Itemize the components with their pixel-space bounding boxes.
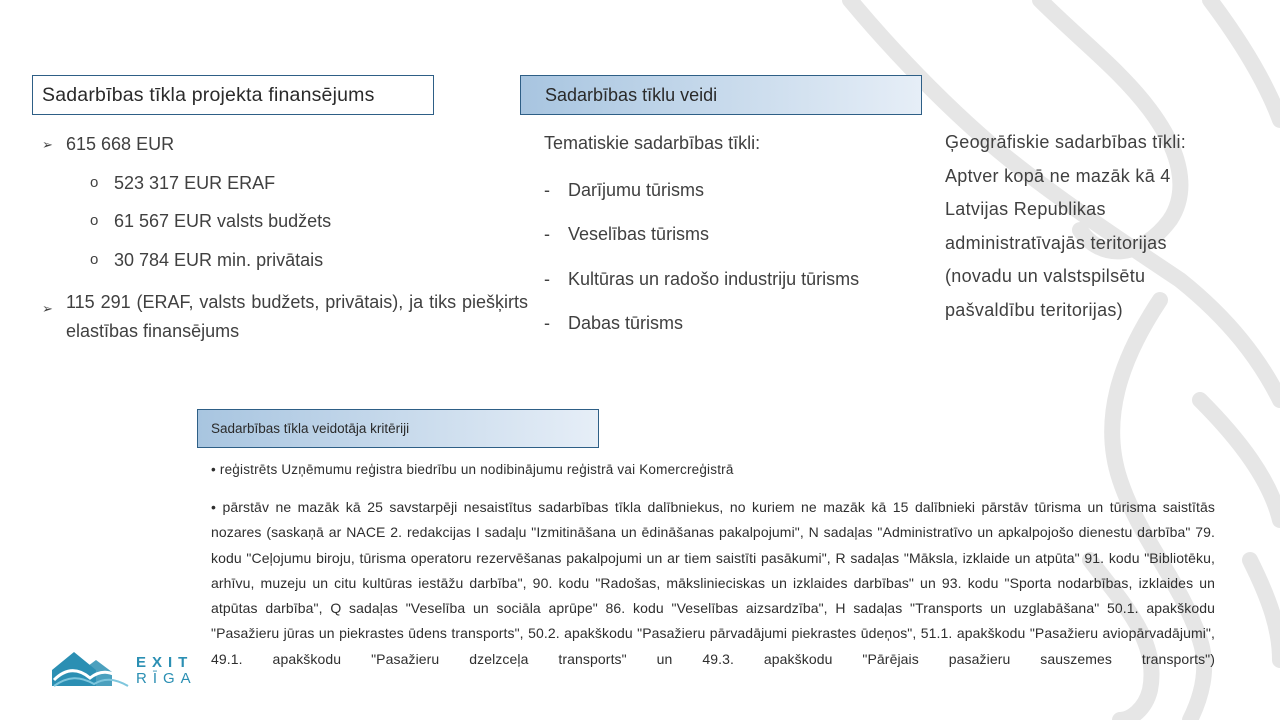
dash-bullet-icon: - bbox=[544, 313, 550, 334]
geographic-text: Aptver kopā ne mazāk kā 4 Latvijas Republikas administratīvajās teritorijas (novadu un valstspilsētu pašvaldību teritorijas) bbox=[945, 165, 1171, 320]
thematic-title: Tematiskie sadarbības tīkli: bbox=[544, 133, 761, 153]
thematic-item-text: Dabas tūrisms bbox=[568, 313, 684, 334]
network-types-header-text: Sadarbības tīklu veidi bbox=[545, 84, 718, 105]
thematic-networks bbox=[544, 133, 924, 335]
arrowhead-bullet-icon: ➢ bbox=[42, 137, 53, 152]
thematic-item-text: Veselības tūrisms bbox=[568, 224, 710, 245]
dot-bullet-icon: • bbox=[211, 499, 217, 515]
criteria-header-text: Sadarbības tīkla veidotāja kritēriji bbox=[211, 421, 410, 436]
funding-sub-item bbox=[42, 173, 528, 195]
funding-total-item bbox=[42, 134, 528, 156]
circle-bullet-icon: o bbox=[90, 250, 99, 268]
geographic-networks bbox=[945, 126, 1235, 327]
logo-text-exit: EXIT bbox=[136, 654, 194, 671]
funding-sub-item bbox=[42, 250, 528, 272]
exit-riga-logo bbox=[50, 650, 200, 690]
dash-bullet-icon: - bbox=[544, 268, 550, 289]
funding-sub-text: 523 317 EUR ERAF bbox=[114, 172, 276, 193]
geographic-title: Ģeogrāfiskie sadarbības tīkli: bbox=[945, 132, 1187, 152]
funding-sub-text: 30 784 EUR min. privātais bbox=[114, 249, 324, 270]
funding-header-text: Sadarbības tīkla projekta finansējums bbox=[42, 83, 375, 106]
criteria-item bbox=[211, 495, 1215, 672]
funding-flex-text: 115 291 (ERAF, valsts budžets, privātais), ja tiks piešķirts elastības finansējums bbox=[66, 292, 528, 342]
arrowhead-bullet-icon: ➢ bbox=[42, 301, 53, 317]
circle-bullet-icon: o bbox=[90, 173, 99, 191]
criteria-header bbox=[197, 409, 599, 448]
criteria-item-text: pārstāv ne mazāk kā 25 savstarpēji nesaistītus sadarbības tīkla dalībniekus, no kuriem ne mazāk kā 15 dalībnieki pārstāv tūrisma un tūrisma saistītās nozares (saskaņā ar NACE 2. redakcijas I sadaļu "Izmitināšana un ēdināšanas pakalpojumi", N sadaļas "Administratīvo un apkalpojošo dienestu darbība" 79. kodu "Ceļojumu biroju, tūrisma operatoru rezervēšanas pakalpojumi un ar tiem saistīti pasākumi", R sadaļas "Māksla, izklaide un atpūta" 91. kodu "Bibliotēku, arhīvu, muzeju un citu kultūras iestāžu darbība", 90. kodu "Radošas, mākslinieciskas un izklaides darbības" un 93. kodu "Sporta nodarbības, izklaides un atpūtas darbība", Q sadaļas "Veselība un sociāla aprūpe" 86. kodu "Veselības aizsardzība", H sadaļas "Transports un uzglabāšana" 50.1. apakškodu "Pasažieru jūras un piekrastes ūdens transports", 50.2. apakškodu "Pasažieru pārvadājumi piekrastes ūdeņos", 51.1. apakškodu "Pasažieru aviopārvadājumi", 49.1. apakškodu "Pasažieru dzelzceļa transports" un 49.3. apakškodu "Pārējais pasažieru sauszemes transports") bbox=[211, 499, 1215, 667]
logo-text-riga: RĪGA bbox=[136, 670, 197, 687]
funding-list bbox=[42, 134, 528, 346]
dot-bullet-icon: • bbox=[211, 462, 216, 477]
criteria-item-text: reģistrēts Uzņēmumu reģistra biedrību un nodibinājumu reģistrā vai Komercreģistrā bbox=[219, 462, 734, 477]
dash-bullet-icon: - bbox=[544, 224, 550, 245]
thematic-item bbox=[544, 180, 924, 202]
circle-bullet-icon: o bbox=[90, 212, 99, 230]
criteria-item bbox=[211, 462, 1215, 477]
thematic-item-text: Kultūras un radošo industriju tūrisms bbox=[568, 268, 860, 289]
funding-header bbox=[32, 75, 434, 115]
thematic-item bbox=[544, 313, 924, 335]
thematic-item bbox=[544, 269, 924, 291]
thematic-item-text: Darījumu tūrisms bbox=[568, 179, 705, 200]
thematic-item bbox=[544, 224, 924, 246]
dash-bullet-icon: - bbox=[544, 179, 550, 200]
funding-sub-text: 61 567 EUR valsts budžets bbox=[114, 211, 332, 232]
funding-flex-item bbox=[42, 288, 528, 346]
network-types-header bbox=[520, 75, 922, 115]
logo-mark-icon bbox=[50, 650, 130, 688]
funding-sub-item bbox=[42, 211, 528, 233]
funding-total: 615 668 EUR bbox=[66, 134, 175, 154]
criteria-list bbox=[211, 462, 1215, 672]
